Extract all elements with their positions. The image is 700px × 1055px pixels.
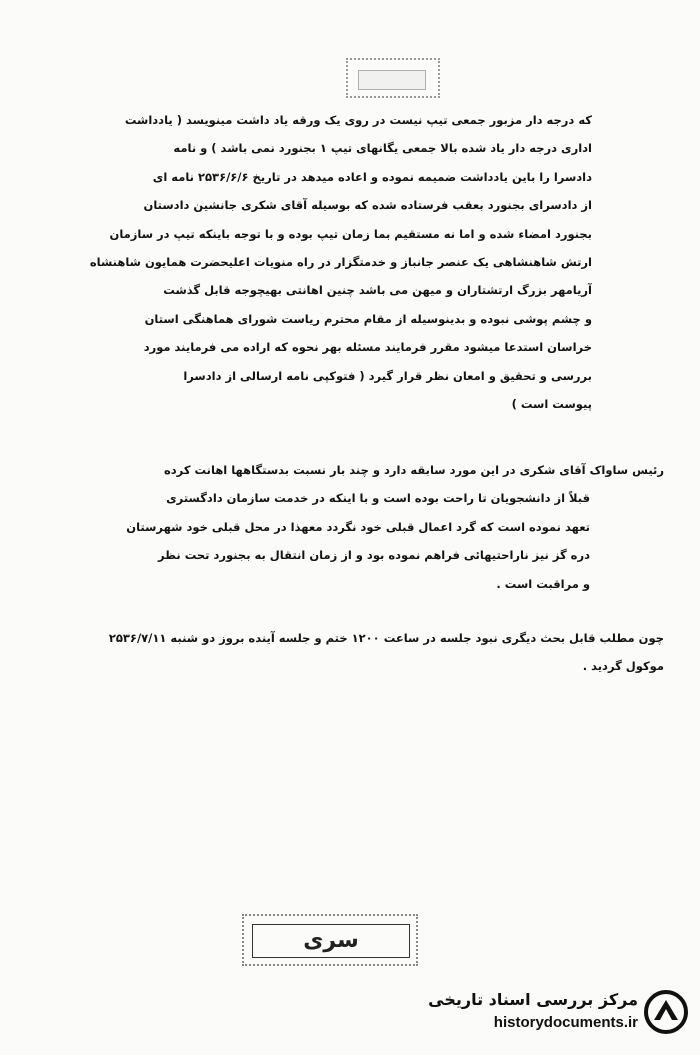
text-line: قبلاً از دانشجویان تا راحت بوده است و با اینکه در خدمت سازمان دادگستری bbox=[166, 491, 590, 506]
text-line: خراسان استدعا میشود مقرر فرمایند مسئله بهر نحوه که اراده می فرمایند مورد bbox=[143, 340, 592, 355]
stamp-top-box bbox=[358, 70, 426, 90]
archive-watermark bbox=[402, 986, 692, 1046]
body-paragraph-1 bbox=[52, 106, 592, 418]
text-line: دادسرا را باین یادداشت ضمیمه نموده و اعاده میدهد در تاریخ ۲۵۳۶/۶/۶ نامه ای bbox=[152, 169, 592, 184]
watermark-org-name: مرکز بررسی اسناد تاریخی bbox=[428, 990, 638, 1009]
text-line: و مراقبت است . bbox=[496, 576, 590, 591]
text-line: بجنورد امضاء شده و اما نه مستقیم بما زمان تیپ بوده و با توجه باینکه تیپ در سازمان bbox=[109, 226, 592, 241]
classification-stamp-bottom bbox=[242, 914, 418, 966]
text-line: آریامهر بزرگ ارتشتاران و میهن می باشد چنین اهانتی بهیچوجه قابل گذشت bbox=[163, 283, 592, 298]
text-line: چون مطلب قابل بحث دیگری نبود جلسه در ساعت ۱۲۰۰ ختم و جلسه آینده بروز دو شنبه ۲۵۳۶/۷/۱۱ bbox=[108, 631, 664, 645]
text-line: از دادسرای بجنورد بعقب فرستاده شده که بوسیله آقای شکری جانشین دادستان bbox=[143, 198, 592, 213]
classification-stamp-top bbox=[346, 58, 440, 98]
text-line: که درجه دار مزبور جمعی تیپ نیست در روی یک ورقه یاد داشت مینویسد ( یادداشت bbox=[124, 113, 592, 127]
text-line: تعهد نموده است که گرد اعمال قبلی خود نگردد معهذا در محل قبلی خود شهرستان bbox=[126, 519, 590, 534]
watermark-url[interactable]: historydocuments.ir bbox=[493, 1014, 638, 1031]
text-line: اداری درجه دار یاد شده بالا جمعی یگانهای تیپ ۱ بجنورد نمی باشد ) و نامه bbox=[173, 141, 592, 156]
text-line: رئیس ساواک آقای شکری در این مورد سابقه دارد و چند بار نسبت بدستگاهها اهانت کرده bbox=[163, 463, 664, 477]
text-line: ارتش شاهنشاهی یک عنصر جانباز و خدمتگزار در راه منویات اعلیحضرت همایون شاهنشاه bbox=[89, 255, 592, 270]
text-line: دره گز نیز ناراحتیهائی فراهم نموده بود و از زمان انتقال به بجنورد تحت نظر bbox=[158, 548, 590, 563]
text-line: بررسی و تحقیق و امعان نظر قرار گیرد ( فتوکپی نامه ارسالی از دادسرا bbox=[183, 368, 592, 383]
text-line: و چشم پوشی نبوده و بدینوسیله از مقام محترم ریاست شورای هماهنگی استان bbox=[144, 311, 592, 326]
body-paragraph-2 bbox=[42, 456, 664, 598]
body-paragraph-3 bbox=[44, 624, 664, 681]
secret-stamp-label: سری bbox=[252, 924, 410, 958]
document-archive-logo-icon bbox=[644, 990, 688, 1034]
text-line: پیوست است ) bbox=[511, 397, 592, 412]
text-line: موکول گردید . bbox=[582, 659, 664, 674]
